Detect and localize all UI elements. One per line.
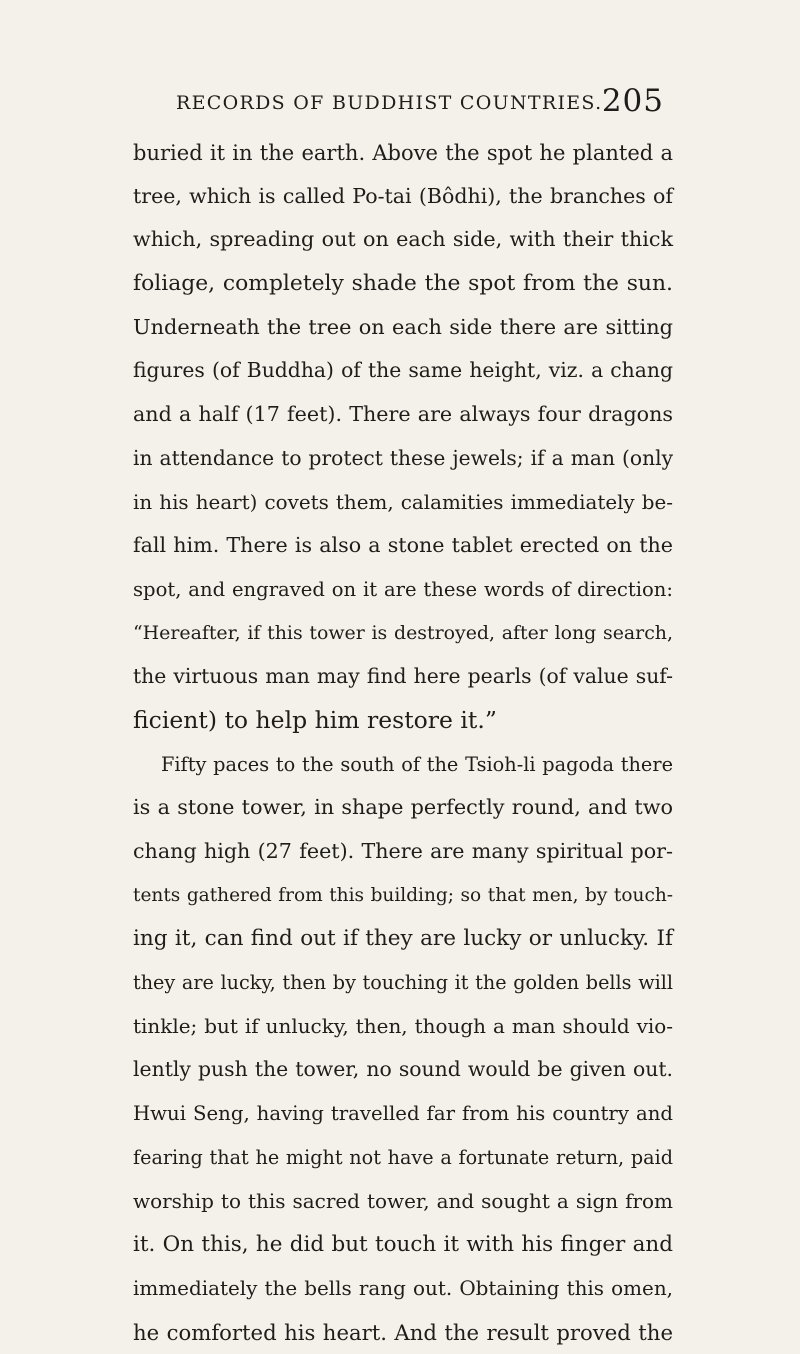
text-line: “Hereafter, if this tower is destroyed, after long search, — [133, 621, 673, 644]
page-number: 205 — [601, 83, 664, 119]
running-head — [176, 83, 664, 123]
text-line: fearing that he might not have a fortunate return, paid — [133, 1145, 673, 1169]
text-line: fall him. There is also a stone tablet erected on the — [133, 533, 673, 558]
text-line: tinkle; but if unlucky, then, though a man should vio- — [133, 1013, 673, 1038]
text-line: and a half (17 feet). There are always four dragons — [133, 402, 673, 427]
text-line: which, spreading out on each side, with their thick — [133, 227, 673, 252]
text-line: ficient) to help him restore it.” — [133, 705, 497, 734]
text-line: in attendance to protect these jewels; if a man (only — [133, 445, 673, 470]
text-line: he comforted his heart. And the result proved the — [133, 1319, 673, 1345]
text-line: immediately the bells rang out. Obtaining this omen, — [133, 1276, 673, 1300]
text-line: it. On this, he did but touch it with his finger and — [133, 1232, 673, 1258]
running-title: RECORDS OF BUDDHIST COUNTRIES. — [176, 92, 603, 114]
text-line: lently push the tower, no sound would be given out. — [133, 1057, 673, 1082]
text-line: Hwui Seng, having travelled far from his country and — [133, 1102, 673, 1126]
body-text — [133, 131, 673, 1354]
text-line: foliage, completely shade the spot from the sun. — [133, 271, 673, 297]
text-line: figures (of Buddha) of the same height, viz. a chang — [133, 358, 673, 383]
text-line: in his heart) covets them, calamities immediately be- — [133, 490, 673, 514]
text-line: Underneath the tree on each side there are sitting — [133, 314, 673, 339]
paragraph-first-line: Fifty paces to the south of the Tsioh-li pagoda there — [161, 752, 673, 776]
text-line: is a stone tower, in shape perfectly round, and two — [133, 795, 673, 820]
text-line: tree, which is called Po-tai (Bôdhi), the branches of — [133, 183, 673, 208]
text-line: buried it in the earth. Above the spot he planted a — [133, 140, 673, 165]
text-line: chang high (27 feet). There are many spiritual por- — [133, 839, 673, 863]
text-line: tents gathered from this building; so that men, by touch- — [133, 884, 673, 906]
text-line: the virtuous man may find here pearls (of value suf- — [133, 664, 673, 689]
text-line: ing it, can find out if they are lucky or unlucky. If — [133, 926, 673, 952]
text-line: spot, and engraved on it are these words of direction: — [133, 577, 673, 601]
text-line: worship to this sacred tower, and sought a sign from — [133, 1188, 673, 1213]
text-line: they are lucky, then by touching it the golden bells will — [133, 971, 673, 995]
